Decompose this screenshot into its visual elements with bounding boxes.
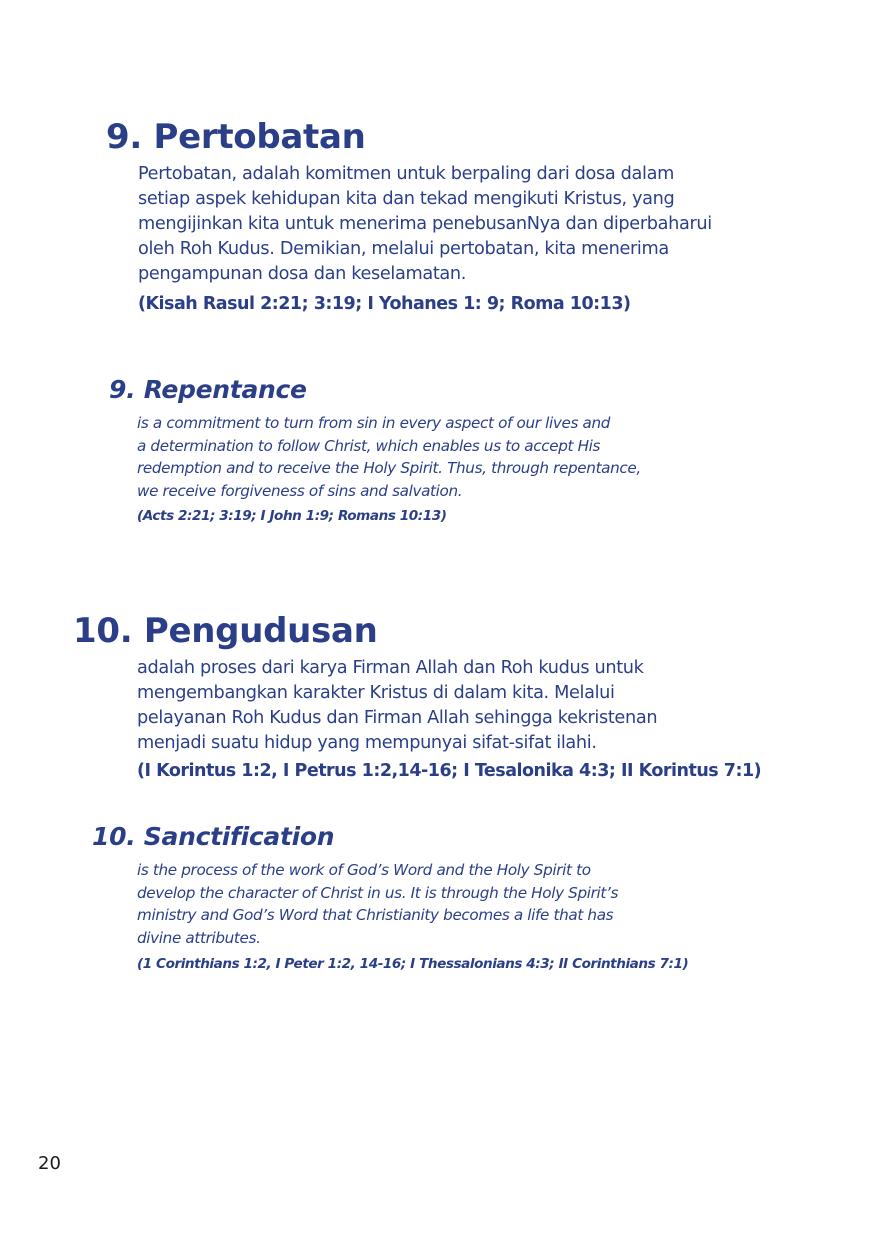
body-line: a determination to follow Christ, which enables us to accept His: [137, 436, 601, 455]
section-10-body-id: [137, 656, 827, 756]
body-line: redemption and to receive the Holy Spirit. Thus, through repentance,: [137, 459, 641, 477]
body-line: is the process of the work of God’s Word and the Holy Spirit to: [137, 861, 591, 879]
section-9-body-en: [137, 412, 817, 502]
body-line: menjadi suatu hidup yang mempunyai sifat-sifat ilahi.: [137, 733, 597, 753]
section-9-reference-en: (Acts 2:21; 3:19; I John 1:9; Romans 10:13): [137, 508, 447, 524]
section-9-body-id: [138, 162, 828, 287]
section-9-heading-id: 9. Pertobatan: [106, 117, 366, 157]
page-number: 20: [38, 1153, 61, 1174]
section-10-heading-en: 10. Sanctification: [92, 822, 335, 851]
section-10-reference-en: (1 Corinthians 1:2, I Peter 1:2, 14-16; I Thessalonians 4:3; II Corinthians 7:1): [137, 956, 689, 972]
body-line: pelayanan Roh Kudus dan Firman Allah sehingga kekristenan: [137, 708, 658, 728]
body-line: mengijinkan kita untuk menerima penebusanNya dan diperbaharui: [138, 214, 712, 234]
section-9-reference-id: (Kisah Rasul 2:21; 3:19; I Yohanes 1: 9; Roma 10:13): [138, 294, 631, 314]
body-line: ministry and God’s Word that Christianity becomes a life that has: [137, 906, 614, 924]
body-line: adalah proses dari karya Firman Allah dan Roh kudus untuk: [137, 658, 644, 678]
body-line: is a commitment to turn from sin in every aspect of our lives and: [137, 414, 611, 432]
section-10-heading-id: 10. Pengudusan: [73, 611, 378, 651]
section-10-body-en: [137, 859, 817, 949]
body-line: mengembangkan karakter Kristus di dalam kita. Melalui: [137, 683, 615, 703]
body-line: develop the character of Christ in us. It is through the Holy Spirit’s: [137, 883, 619, 902]
section-10-reference-id: (I Korintus 1:2, I Petrus 1:2,14-16; I Tesalonika 4:3; II Korintus 7:1): [137, 761, 762, 781]
body-line: pengampunan dosa dan keselamatan.: [138, 264, 467, 284]
body-line: Pertobatan, adalah komitmen untuk berpaling dari dosa dalam: [138, 164, 674, 184]
body-line: oleh Roh Kudus. Demikian, melalui pertobatan, kita menerima: [138, 239, 669, 259]
body-line: divine attributes.: [137, 928, 261, 947]
body-line: we receive forgiveness of sins and salvation.: [137, 481, 463, 500]
section-9-heading-en: 9. Repentance: [109, 375, 307, 404]
body-line: setiap aspek kehidupan kita dan tekad mengikuti Kristus, yang: [138, 189, 675, 209]
